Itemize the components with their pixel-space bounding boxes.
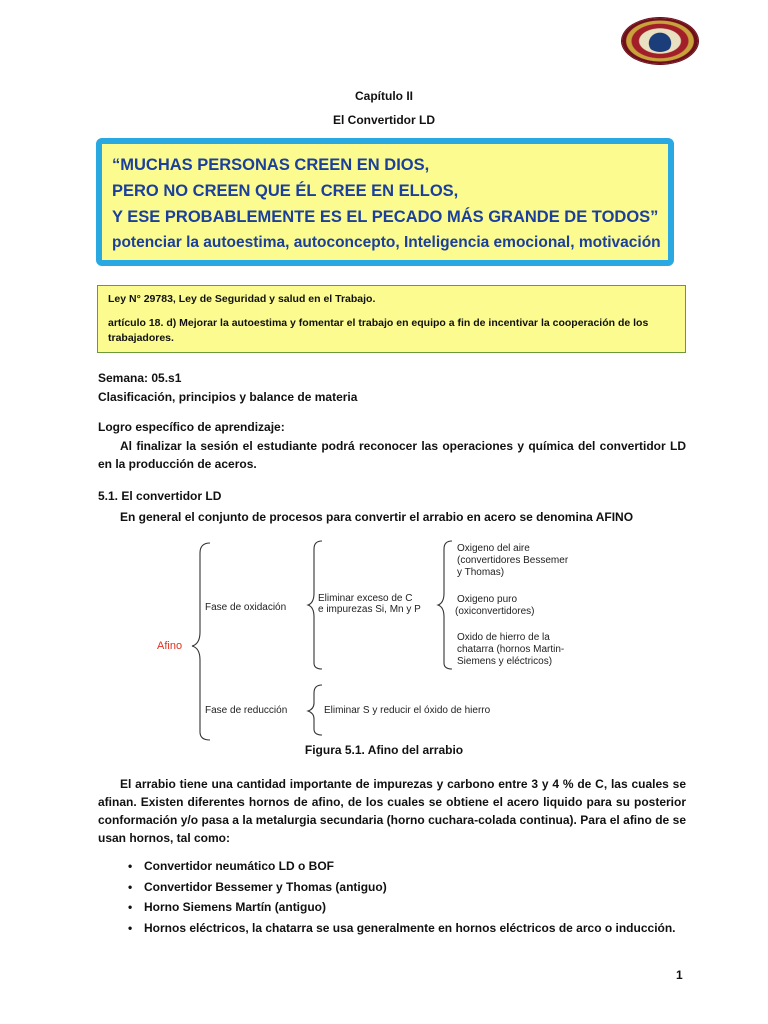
list-item: • Horno Siemens Martín (antiguo)	[128, 897, 676, 918]
bullet-icon: •	[128, 859, 133, 873]
reduction-action-label: Eliminar S y reducir el óxido de hierro	[324, 705, 491, 716]
week-label: Semana: 05.s1	[98, 371, 182, 385]
law-title: Ley N° 29783, Ley de Seguridad y salud en el Trabajo.	[108, 293, 376, 305]
topic-label: Clasificación, principios y balance de materia	[98, 390, 358, 404]
figure-caption: Figura 5.1. Afino del arrabio	[304, 743, 464, 757]
furnace-list	[128, 856, 676, 938]
oxidant-line: Oxido de hierro de la	[457, 632, 550, 643]
objective-text: Al finalizar la sesión el estudiante podrá reconocer las operaciones y química del convertidor LD en la producción de aceros.	[98, 439, 686, 471]
oxidation-action-line: Eliminar exceso de C	[318, 593, 413, 604]
chapter-number: Capítulo II	[355, 89, 413, 103]
quote-line: Y ESE PROBABLEMENTE ES EL PECADO MÁS GRANDE DE TODOS”	[112, 208, 659, 226]
oxidant-line: Oxigeno del aire	[457, 543, 530, 554]
oxidant-line: (convertidores Bessemer	[457, 555, 569, 566]
list-item: • Convertidor neumático LD o BOF	[128, 856, 676, 877]
diagram-root-label: Afino	[157, 640, 183, 652]
law-reference-box	[97, 285, 686, 353]
bullet-icon: •	[128, 900, 133, 914]
oxidant-line: chatarra (hornos Martin-	[457, 644, 565, 655]
bullet-icon: •	[128, 920, 133, 935]
oxidant-line: y Thomas)	[457, 567, 505, 578]
page-number: 1	[676, 968, 683, 982]
objective-heading: Logro específico de aprendizaje:	[98, 420, 285, 434]
seal-emblem	[646, 30, 674, 52]
body-paragraph: El arrabio tiene una cantidad importante de impurezas y carbono entre 3 y 4 % de C, las cuales se afinan. Existen diferentes hornos de afino, de los cuales se obtiene el acero liquido para su posterior conformación y/o pasa a la metalurgia secundaria (horno cuchara-colada continua). Para el afino de se usan hornos, tal como:	[98, 777, 686, 845]
oxidation-action-line: e impurezas Si, Mn y P	[318, 604, 421, 615]
motivational-quote-box	[96, 138, 674, 266]
university-seal-logo	[622, 18, 698, 64]
brace-oxidants	[438, 541, 452, 669]
phase-oxidation-label: Fase de oxidación	[205, 602, 287, 613]
bullet-icon: •	[128, 879, 133, 894]
oxidant-line: Oxigeno puro	[457, 594, 518, 605]
phase-reduction-label: Fase de reducción	[205, 705, 288, 716]
afino-diagram	[150, 537, 600, 742]
quote-line: “MUCHAS PERSONAS CREEN EN DIOS,	[112, 156, 430, 174]
section-intro: En general el conjunto de procesos para convertir el arrabio en acero se denomina AFINO	[120, 510, 634, 524]
section-heading: 5.1. El convertidor LD	[98, 489, 222, 503]
chapter-title: El Convertidor LD	[332, 113, 435, 127]
quote-line: potenciar la autoestima, autoconcepto, Inteligencia emocional, motivación	[112, 234, 661, 251]
oxidant-line: Siemens y eléctricos)	[457, 656, 553, 667]
list-item: • Hornos eléctricos, la chatarra se usa generalmente en hornos eléctricos de arco o inducción.	[128, 918, 676, 939]
oxidant-line: (oxiconvertidores)	[455, 606, 535, 617]
quote-line: PERO NO CREEN QUE ÉL CREE EN ELLOS,	[112, 182, 459, 200]
brace-reduction	[308, 685, 322, 735]
law-article: artículo 18. d) Mejorar la autoestima y fomentar el trabajo en equipo a fin de incentivar la cooperación de los trabajadores.	[108, 317, 649, 344]
list-item: • Convertidor Bessemer y Thomas (antiguo)	[128, 877, 676, 898]
